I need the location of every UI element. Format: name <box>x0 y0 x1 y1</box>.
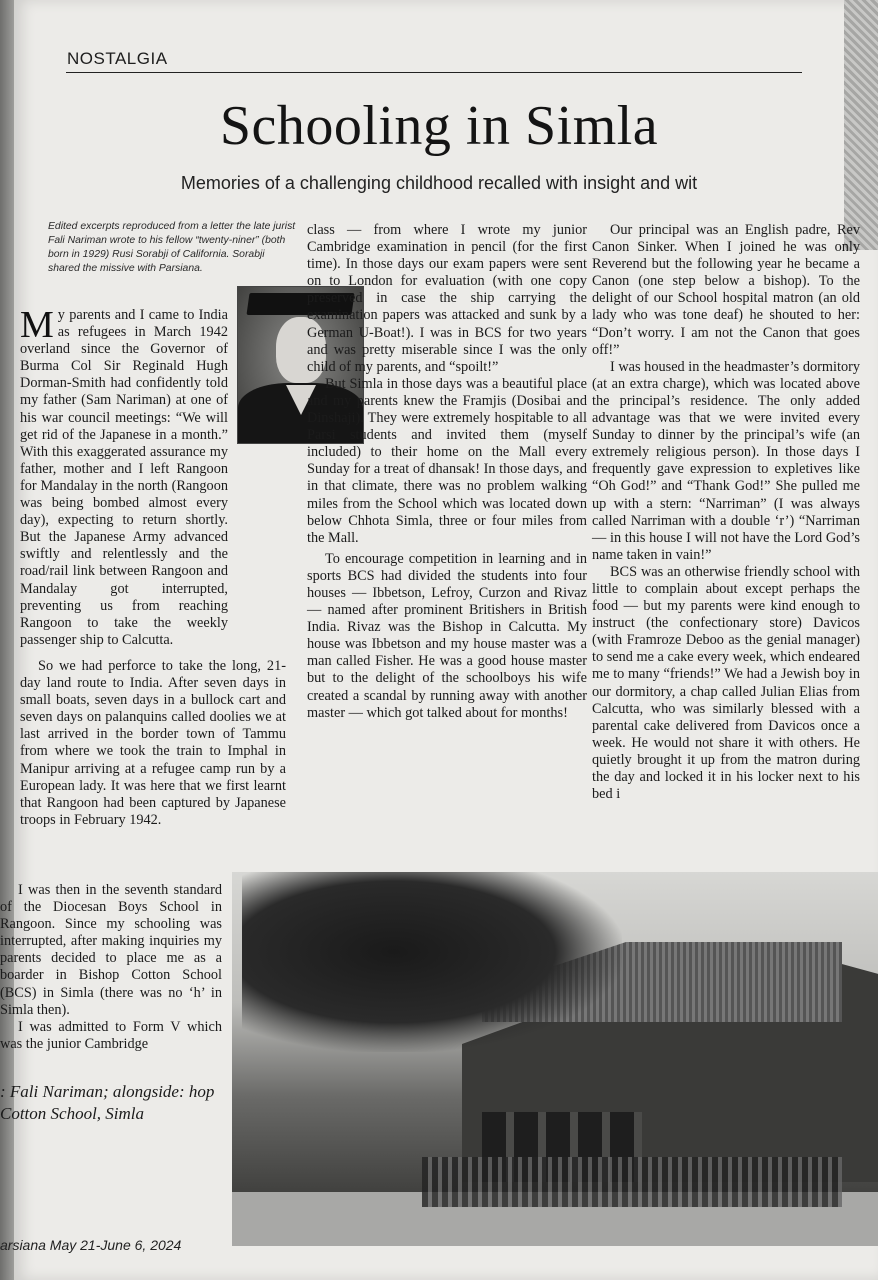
paragraph: To encourage competition in learning and in sports BCS had divided the students into four houses — Ibbetson, Lefroy, Curzon and Rivaz — named after prominent Britishers in British India. Rivaz was the Bishop in Calcutta. My house was Ibbetson and my house master was a man called Fisher. He was a good house master but to the delight of the schoolboys his wife created a scandal by running away with another master — which got talked about for months! <box>307 550 587 721</box>
column-3 <box>592 222 860 803</box>
intro-note: Edited excerpts reproduced from a letter the late jurist Fali Nariman wrote to his fellow “twenty-niner” (both born in 1929) Rusi Sorabji of California. Sorabji shared the missive with Parsiana. <box>48 221 296 274</box>
paragraph: So we had perforce to take the long, 21-day land route to India. After seven days in small boats, seven days in a bullock cart and seven days on palanquins called doolies we at last arrived in the border town of Tammu from where we took the train to Imphal in Manipur arriving at a refugee camp run by a European lady. It was here that we first learnt that Rangoon had been captured by Japanese troops in February 1942. <box>20 658 286 828</box>
drop-cap: M <box>20 304 54 346</box>
column-1-mid <box>20 658 286 829</box>
paragraph: Our principal was an English padre, Rev Canon Sinker. When I joined he was only Reverend but the following year he became a Canon (one step below a bishop). To the delight of our School hospital matron (an old lady who was tone deaf) he shouted to her: “Don’t worry. I am not the Canon that goes off!” <box>592 222 860 358</box>
column-1-bottom <box>0 882 222 1125</box>
section-label: NOSTALGIA <box>67 49 168 68</box>
school-photo <box>232 872 878 1246</box>
column-1-top <box>20 304 228 649</box>
article-title: Schooling in Simla <box>219 95 659 157</box>
paragraph: My parents and I came to India as refugees in March 1942 overland since the Governor of Burma Col Sir Reginald Hugh Dorman-Smith had confidently told my father (Sam Nariman) at one of his war council meetings: “We will get rid of the Japanese in a month.” With this exaggerated assurance my father, mother and I left Rangoon for Mandalay in the north (Rangoon was being bombed almost every day), expecting to return shortly. But the Japanese Army advanced swiftly and relentlessly and the road/rail link between Rangoon and Mandalay got interrupted, preventing us from reaching Rangoon to take the weekly passenger ship to Calcutta. <box>20 304 228 648</box>
page-footer: arsiana May 21-June 6, 2024 <box>0 1237 182 1253</box>
header-rule <box>66 72 802 73</box>
paragraph: I was admitted to Form V which was the junior Cambridge <box>0 1018 222 1052</box>
paragraph: I was housed in the headmaster’s dormitory (at an extra charge), which was located above the principal’s residence. The only added advantage was that we were invited every Sunday to dinner by the principal’s wife (an extremely religious person). In those days I frequently gave expression to expletives like “Oh God!” and “Thank God!” She pulled me up with a stern: “Narriman” (I was always called Narriman with a double ‘r’) “Narriman — in this house I will not have the Lord God’s name taken in vain!” <box>592 358 860 563</box>
column-2 <box>307 222 587 722</box>
paragraph: class — from where I wrote my junior Cambridge examination in pencil (for the first time). In those days our exam papers were sent on to London for evaluation (with one copy preserved in case the ship carrying the examination papers was attacked and sunk by a German U-Boat!). I was in BCS for two years and was pretty miserable since I was the only child of my parents, and “spoilt!” <box>307 222 587 375</box>
article-subtitle: Memories of a challenging childhood recalled with insight and wit <box>180 173 698 193</box>
paragraph: BCS was an otherwise friendly school with little to complain about except perhaps the food — but my parents were kind enough to instruct (the confectionary store) Davicos (with Framroze Deboo as the genial manager) to send me a cake every week, which endeared me to many “friends!” We had a Jewish boy in our dormitory, a chap called Julian Elias from Calcutta, who was similarly blessed with a parental cake delivered from Davicos once a week. He would not share it with others. He quietly brought it up from the matron during the day and locked it in his locker next to his bed i <box>592 563 860 803</box>
paragraph: I was then in the seventh standard of the Diocesan Boys School in Rangoon. Since my schooling was interrupted, after making inquiries my parents decided to place me as a boarder in Bishop Cotton School (BCS) in Simla (there was no ‘h’ in Simla then). <box>0 882 222 1018</box>
photo-caption: : Fali Nariman; alongside: hop Cotton School, Simla <box>0 1081 215 1123</box>
paragraph: But Simla in those days was a beautiful place and my parents knew the Framjis (Dosibai and Dinshaji). They were extremely hospitable to all Parsi students and invited them (myself included) to their home on the Mall every Sunday for a treat of dhansak! In those days, and in that climate, there was no problem walking miles from the School which was located down below Chhota Simla, three or four miles from the Mall. <box>307 375 587 546</box>
